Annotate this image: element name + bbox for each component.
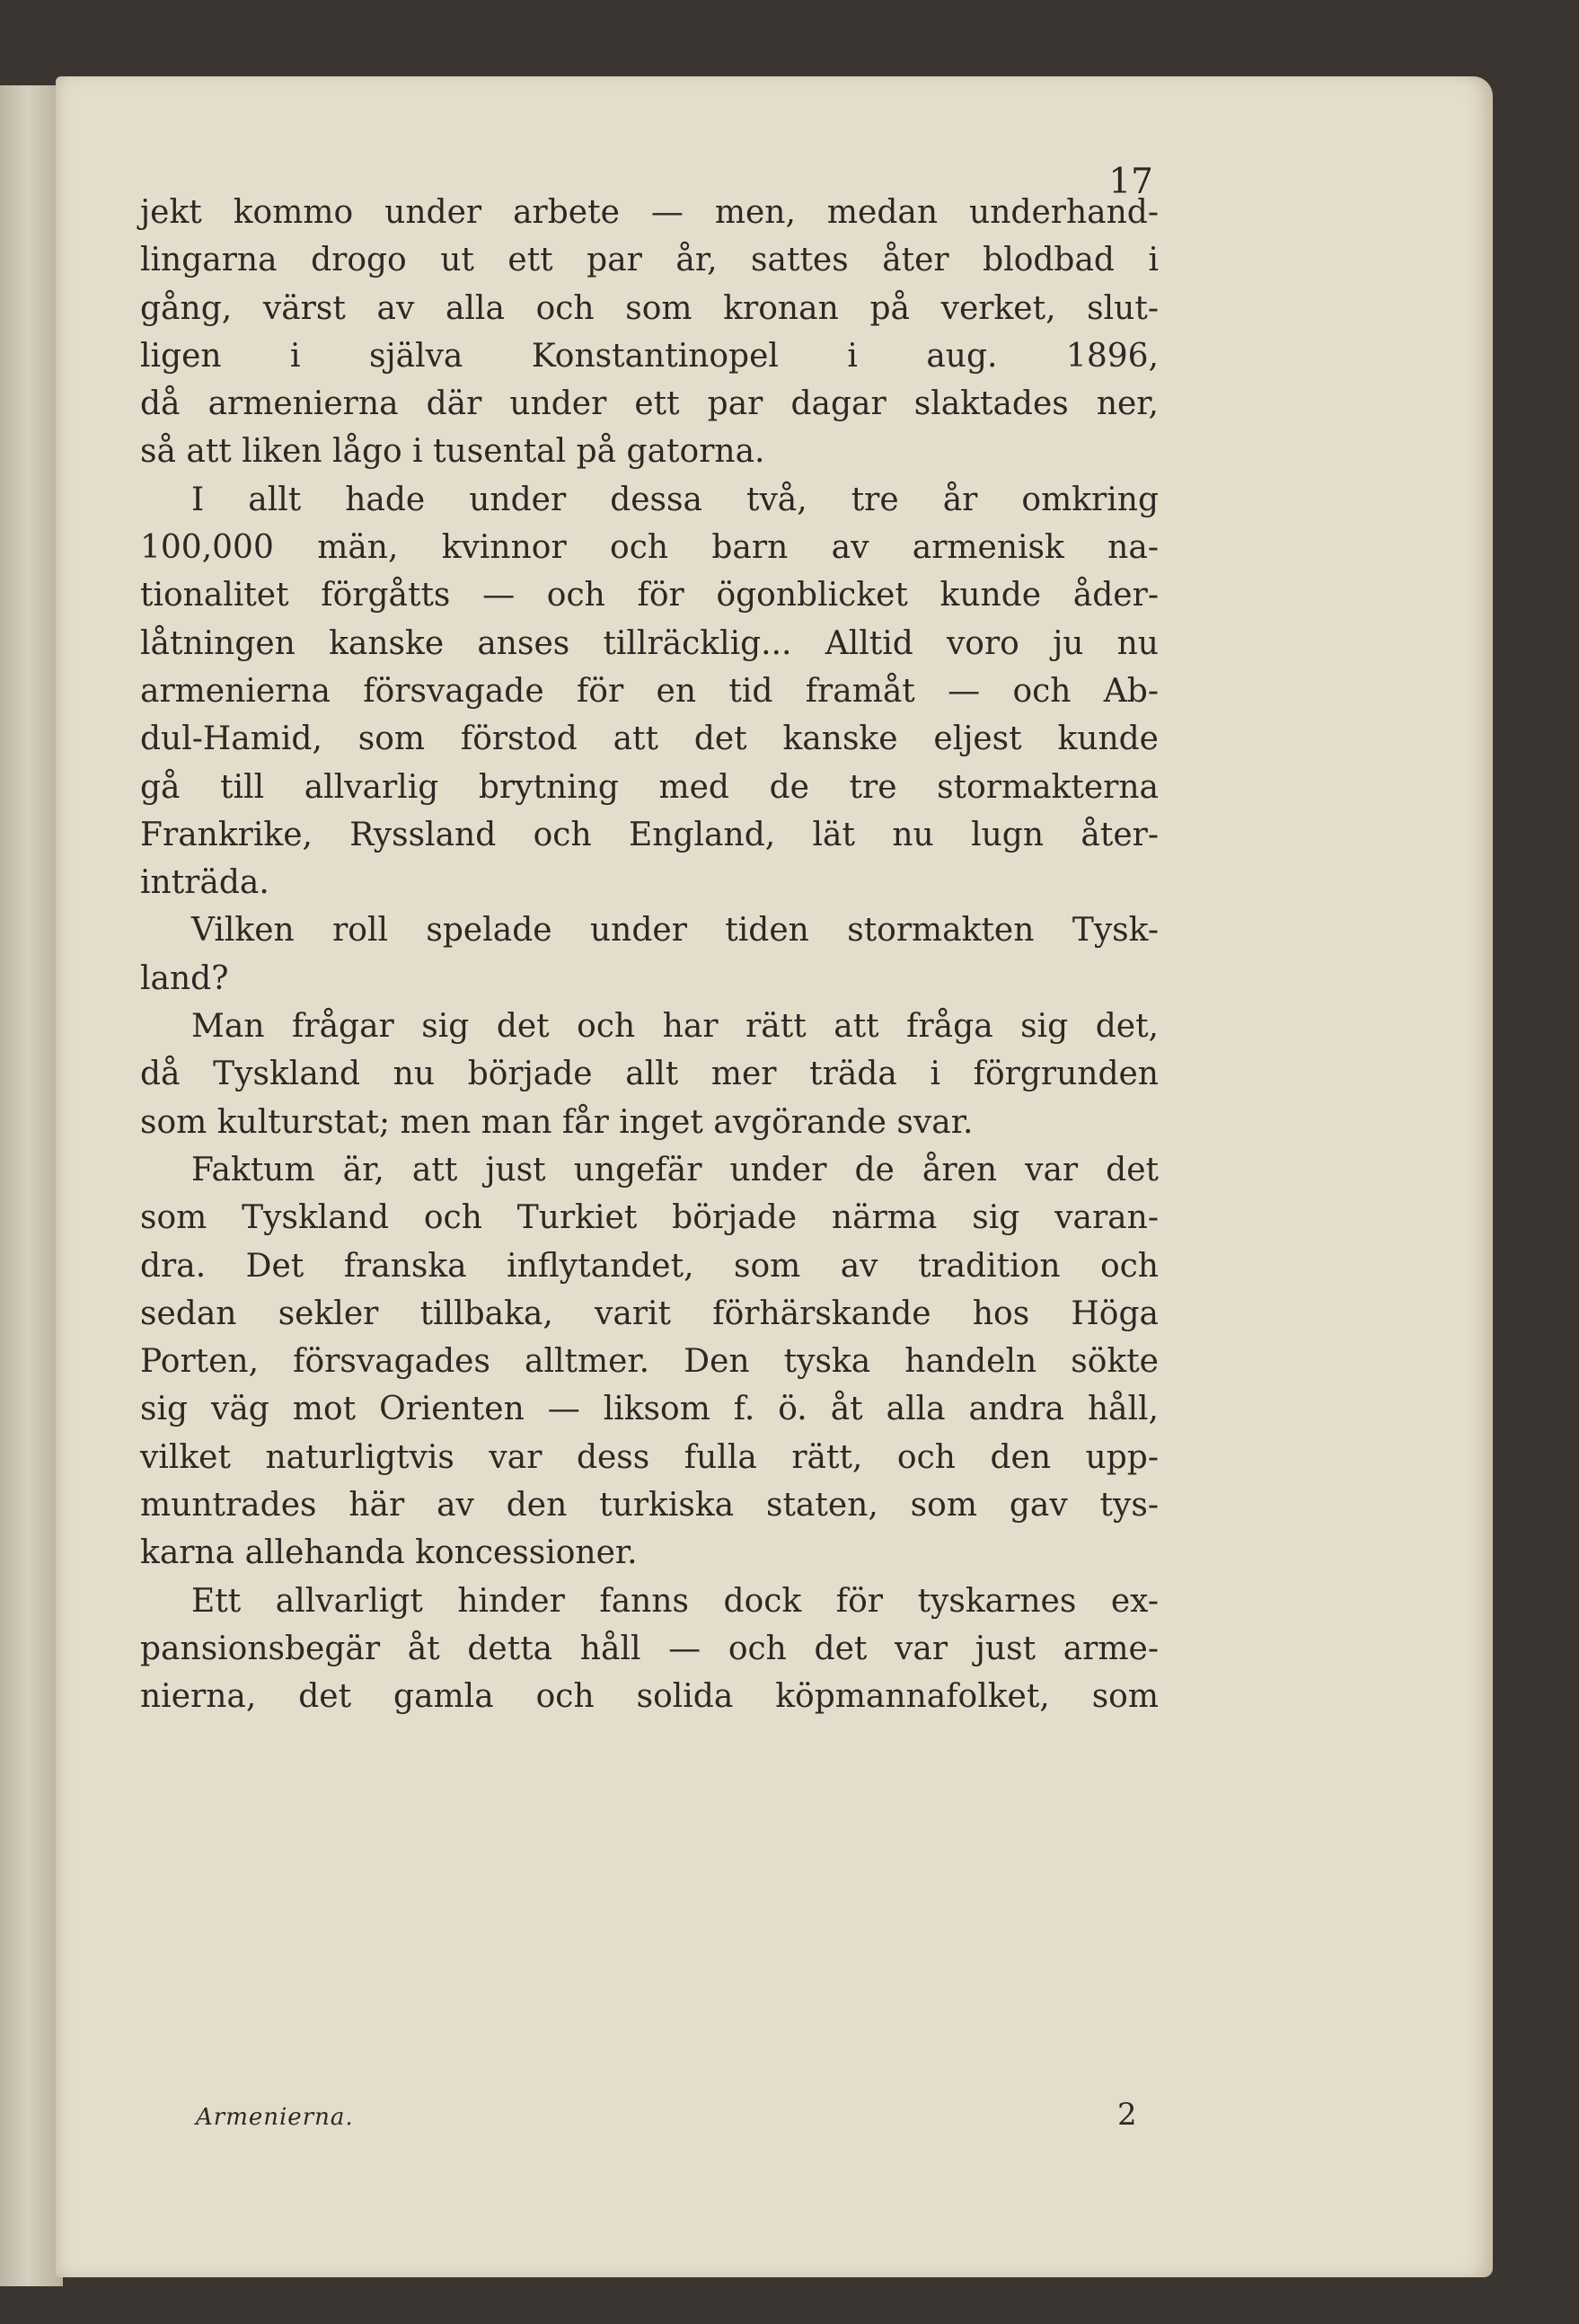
text-line: dul-Hamid, som förstod att det kanske eljest kunde: [140, 720, 1159, 758]
paragraph: [140, 1003, 1159, 1146]
text-line: gå till allvarlig brytning med de tre stormakterna: [140, 768, 1159, 806]
text-line: sedan sekler tillbaka, varit förhärskande hos Höga: [140, 1295, 1159, 1332]
text-line: inträda.: [140, 864, 269, 902]
text-line: som kulturstat; men man får inget avgörande svar.: [140, 1103, 974, 1141]
text-line: Vilken roll spelade under tiden stormakten Tysk-: [191, 912, 1159, 950]
text-line: 100,000 män, kvinnor och barn av armenisk na-: [140, 529, 1159, 567]
text-line: då armenierna där under ett par dagar slaktades ner,: [140, 385, 1159, 423]
previous-page-edge: [0, 85, 63, 2286]
paragraph: [140, 476, 1159, 907]
text-line: jekt kommo under arbete — men, medan underhand-: [140, 194, 1159, 231]
paragraph: [140, 906, 1159, 1003]
text-line: Porten, försvagades alltmer. Den tyska handeln sökte: [140, 1343, 1159, 1381]
text-line: gång, värst av alla och som kronan på verket, slut-: [140, 289, 1159, 327]
body-text: [140, 189, 1159, 1721]
text-line: vilket naturligtvis var dess fulla rätt, och den upp-: [140, 1438, 1159, 1476]
text-line: pansionsbegär åt detta håll — och det var just arme-: [140, 1630, 1159, 1667]
text-line: armenierna försvagade för en tid framåt — och Ab-: [140, 672, 1159, 710]
text-line: sig väg mot Orienten — liksom f. ö. åt alla andra håll,: [140, 1391, 1159, 1428]
signature-mark: Armenierna.: [196, 2104, 354, 2131]
text-line: så att liken lågo i tusental på gatorna.: [140, 433, 765, 471]
paragraph: [140, 189, 1159, 476]
paragraph: [140, 1146, 1159, 1577]
text-line: som Tyskland och Turkiet började närma sig varan-: [140, 1199, 1159, 1237]
text-line: land?: [140, 959, 229, 997]
text-line: Man frågar sig det och har rätt att fråga sig det,: [191, 1008, 1159, 1046]
text-line: Faktum är, att just ungefär under de åren var det: [191, 1151, 1159, 1189]
page-number: 17: [1108, 162, 1153, 202]
sheet-number: 2: [1117, 2097, 1137, 2133]
text-line: låtningen kanske anses tillräcklig... Alltid voro ju nu: [140, 624, 1159, 662]
text-line: dra. Det franska inflytandet, som av tradition och: [140, 1247, 1159, 1285]
text-line: I allt hade under dessa två, tre år omkring: [191, 481, 1159, 518]
text-line: karna allehanda koncessioner.: [140, 1534, 638, 1572]
text-line: Ett allvarligt hinder fanns dock för tyskarnes ex-: [191, 1582, 1159, 1620]
paragraph: [140, 1577, 1159, 1721]
text-line: ligen i själva Konstantinopel i aug. 1896,: [140, 337, 1159, 375]
text-line: lingarna drogo ut ett par år, sattes åter blodbad i: [140, 242, 1159, 279]
text-line: då Tyskland nu började allt mer träda i förgrunden: [140, 1056, 1159, 1093]
text-line: nierna, det gamla och solida köpmannafolket, som: [140, 1678, 1159, 1716]
text-line: tionalitet förgåtts — och för ögonblicket kunde åder-: [140, 577, 1159, 614]
text-line: muntrades här av den turkiska staten, som gav tys-: [140, 1487, 1159, 1524]
text-line: Frankrike, Ryssland och England, lät nu lugn åter-: [140, 816, 1159, 853]
